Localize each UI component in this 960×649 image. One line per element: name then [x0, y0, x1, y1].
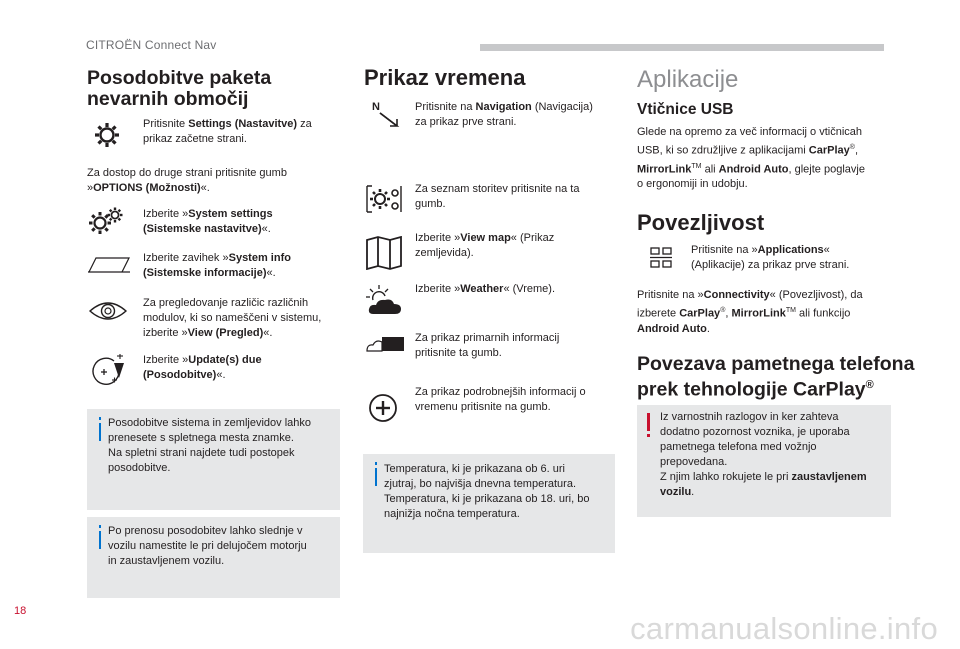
step-services: [415, 182, 579, 212]
text: ali funkcijo: [796, 307, 851, 320]
text: ,: [854, 144, 858, 157]
info-note-updates: [87, 409, 340, 510]
navigation-label: Navigation: [475, 101, 532, 113]
text: Na spletni strani najdete tudi postopek: [108, 447, 295, 459]
text: Za seznam storitev pritisnite na ta: [415, 183, 580, 195]
text: vozilu namestite le pri delujočem motorju: [108, 540, 307, 552]
connectivity-paragraph: [637, 288, 863, 337]
running-header: CITROËN Connect Nav: [86, 38, 217, 52]
update-icon: [90, 354, 126, 388]
settings-label: Settings (Nastavitve): [188, 118, 298, 130]
text: .: [706, 322, 710, 335]
section-title-line2: nevarnih območij: [87, 88, 249, 110]
text: ali: [701, 163, 719, 176]
text: Temperatura, ki je prikazana ob 6. uri: [384, 463, 565, 475]
text: o ergonomiji in udobju.: [637, 178, 748, 191]
step-updates: [143, 353, 262, 383]
text: prepovedana.: [660, 456, 728, 468]
text: za prikaz prve strani.: [415, 116, 517, 128]
system-settings-icon: [88, 206, 124, 236]
text: «.: [266, 267, 276, 279]
text: Izberite »: [415, 283, 461, 295]
text: Posodobitve sistema in zemljevidov lahko: [108, 417, 311, 429]
registered-mark: ®: [720, 307, 726, 314]
options-label: OPTIONS (Možnosti): [93, 182, 201, 194]
step-system-settings: [143, 207, 273, 237]
text: Izberite zavihek »: [143, 252, 229, 264]
step-settings: [143, 117, 312, 147]
text: «.: [263, 327, 273, 339]
chapter-title: Aplikacije: [637, 66, 739, 93]
mirrorlink-label: MirrorLink: [637, 163, 692, 176]
step-detailed-info: [415, 385, 586, 415]
text: «.: [200, 182, 210, 194]
text: »: [87, 182, 94, 194]
text: posodobitve.: [108, 462, 171, 474]
text: « (Vreme).: [503, 283, 555, 295]
text: zjutraj, bo najvišja dnevna temperatura.: [384, 478, 576, 490]
subsection-title-connectivity: Povezljivost: [637, 210, 765, 235]
system-info-label-sl: (Sistemske informacije): [143, 267, 267, 279]
text: (Aplikacije) za prikaz prve strani.: [691, 259, 850, 271]
header-divider-bar: [480, 44, 884, 51]
usb-paragraph: [637, 125, 865, 192]
applications-grid-icon: [650, 247, 672, 269]
text: USB, ki so združljive z aplikacijami: [637, 144, 809, 157]
text: Temperatura, ki je prikazana ob 18. uri, bo: [384, 493, 590, 505]
gear-icon: [92, 120, 122, 150]
registered-mark: ®: [849, 144, 855, 151]
svg-text:N: N: [372, 101, 380, 113]
text: in zaustavljenem vozilu.: [108, 555, 225, 567]
text: «.: [216, 369, 226, 381]
text: «.: [261, 223, 271, 235]
system-info-label: System info: [228, 252, 291, 264]
text: Pritisnite na »: [691, 244, 758, 256]
registered-mark: ®: [865, 379, 874, 391]
step-view-map: [415, 231, 554, 261]
text: ,: [725, 307, 732, 320]
tab-icon: [88, 257, 130, 273]
text: Izberite »: [143, 208, 189, 220]
updates-label-sl: (Posodobitve): [143, 369, 217, 381]
step-system-info: [143, 251, 291, 281]
view-map-label: View map: [460, 232, 511, 244]
carplay-label: CarPlay: [808, 144, 850, 157]
text: prikaz začetne strani.: [143, 133, 247, 145]
map-icon: [366, 236, 402, 270]
system-settings-label-sl: (Sistemske nastavitve): [143, 223, 262, 235]
weather-icon: [365, 284, 405, 316]
text: Za dostop do druge strani pritisnite gumb: [87, 167, 287, 179]
text: izberite »: [143, 327, 188, 339]
text: pametnega telefona med vožnjo: [660, 441, 817, 453]
text: Z njim lahko rokujete le pri: [660, 471, 792, 483]
trademark-mark: TM: [691, 162, 702, 170]
services-icon: [364, 184, 404, 214]
text: Izberite »: [143, 354, 189, 366]
text: modulov, ki so nameščeni v sistemu,: [143, 312, 322, 324]
subsection-title-carplay-line1: Povezava pametnega telefona: [637, 353, 915, 375]
eye-icon: [88, 300, 128, 322]
info-icon: [99, 531, 101, 549]
text: izberete: [637, 307, 680, 320]
step-applications: [691, 243, 849, 273]
step-view: [143, 296, 321, 341]
carplay-label: CarPlay: [679, 307, 721, 320]
vehicle-label: vozilu: [660, 486, 692, 498]
text: za: [297, 118, 312, 130]
text: «: [823, 244, 830, 256]
android-auto-label: Android Auto: [637, 322, 707, 335]
text: (Navigacija): [531, 101, 593, 113]
section-title: Prikaz vremena: [364, 65, 526, 90]
options-paragraph: [87, 166, 287, 196]
info-note-temperature: [363, 454, 615, 553]
trademark-mark: TM: [785, 307, 796, 314]
mirrorlink-label: MirrorLink: [731, 307, 786, 320]
subsection-title-usb: Vtičnice USB: [637, 101, 734, 118]
step-navigation: [415, 100, 593, 130]
step-weather: [415, 282, 555, 297]
subsection-title-carplay-line2: [637, 374, 874, 401]
text: Za pregledovanje različic različnih: [143, 297, 309, 309]
info-icon: [375, 468, 377, 486]
text: « (Povezljivost), da: [769, 289, 863, 301]
text: Pritisnite na: [415, 101, 476, 113]
step-primary-info: [415, 331, 559, 361]
text: Izberite »: [415, 232, 461, 244]
text: Glede na opremo za več informacij o vtičnicah: [637, 126, 862, 138]
text: Pritisnite: [143, 118, 189, 130]
text: Za prikaz primarnih informacij: [415, 332, 560, 344]
updates-label: Update(s) due: [188, 354, 262, 366]
text: najnižja nočna temperatura.: [384, 508, 520, 520]
text: Po prenosu posodobitev lahko slednje v: [108, 525, 303, 537]
text: dodatno pozornost voznika, je uporaba: [660, 426, 850, 438]
plus-circle-icon: [368, 393, 398, 423]
android-auto-label: Android Auto: [718, 163, 789, 176]
system-settings-label: System settings: [188, 208, 273, 220]
text: Za prikaz podrobnejših informacij o: [415, 386, 586, 398]
text: , glejte poglavje: [788, 163, 865, 176]
warning-icon: [647, 413, 650, 431]
text: gumb.: [415, 198, 446, 210]
text: zemljevida).: [415, 247, 474, 259]
text: prenesete s spletnega mesta znamke.: [108, 432, 294, 444]
text: prek tehnologije CarPlay: [637, 378, 866, 401]
text: « (Prikaz: [510, 232, 555, 244]
text: vremenu pritisnite na gumb.: [415, 401, 551, 413]
text: Iz varnostnih razlogov in ker zahteva: [660, 411, 839, 423]
text: .: [691, 486, 695, 498]
info-icon: [99, 423, 101, 441]
section-title-line1: Posodobitve paketa: [87, 67, 272, 89]
weather-label: Weather: [460, 283, 504, 295]
stopped-label: zaustavljenem: [791, 471, 867, 483]
warning-note-carplay: [637, 405, 891, 517]
text: pritisnite ta gumb.: [415, 347, 502, 359]
info-note-install: [87, 517, 340, 598]
weather-summary-icon: [366, 336, 404, 352]
applications-label: Applications: [757, 244, 824, 256]
connectivity-label: Connectivity: [703, 289, 770, 301]
watermark: carmanualsonline.info: [630, 611, 938, 646]
navigation-icon: [370, 99, 400, 129]
view-label: View (Pregled): [187, 327, 264, 339]
text: Pritisnite na »: [637, 289, 704, 301]
page-number: 18: [14, 605, 27, 617]
